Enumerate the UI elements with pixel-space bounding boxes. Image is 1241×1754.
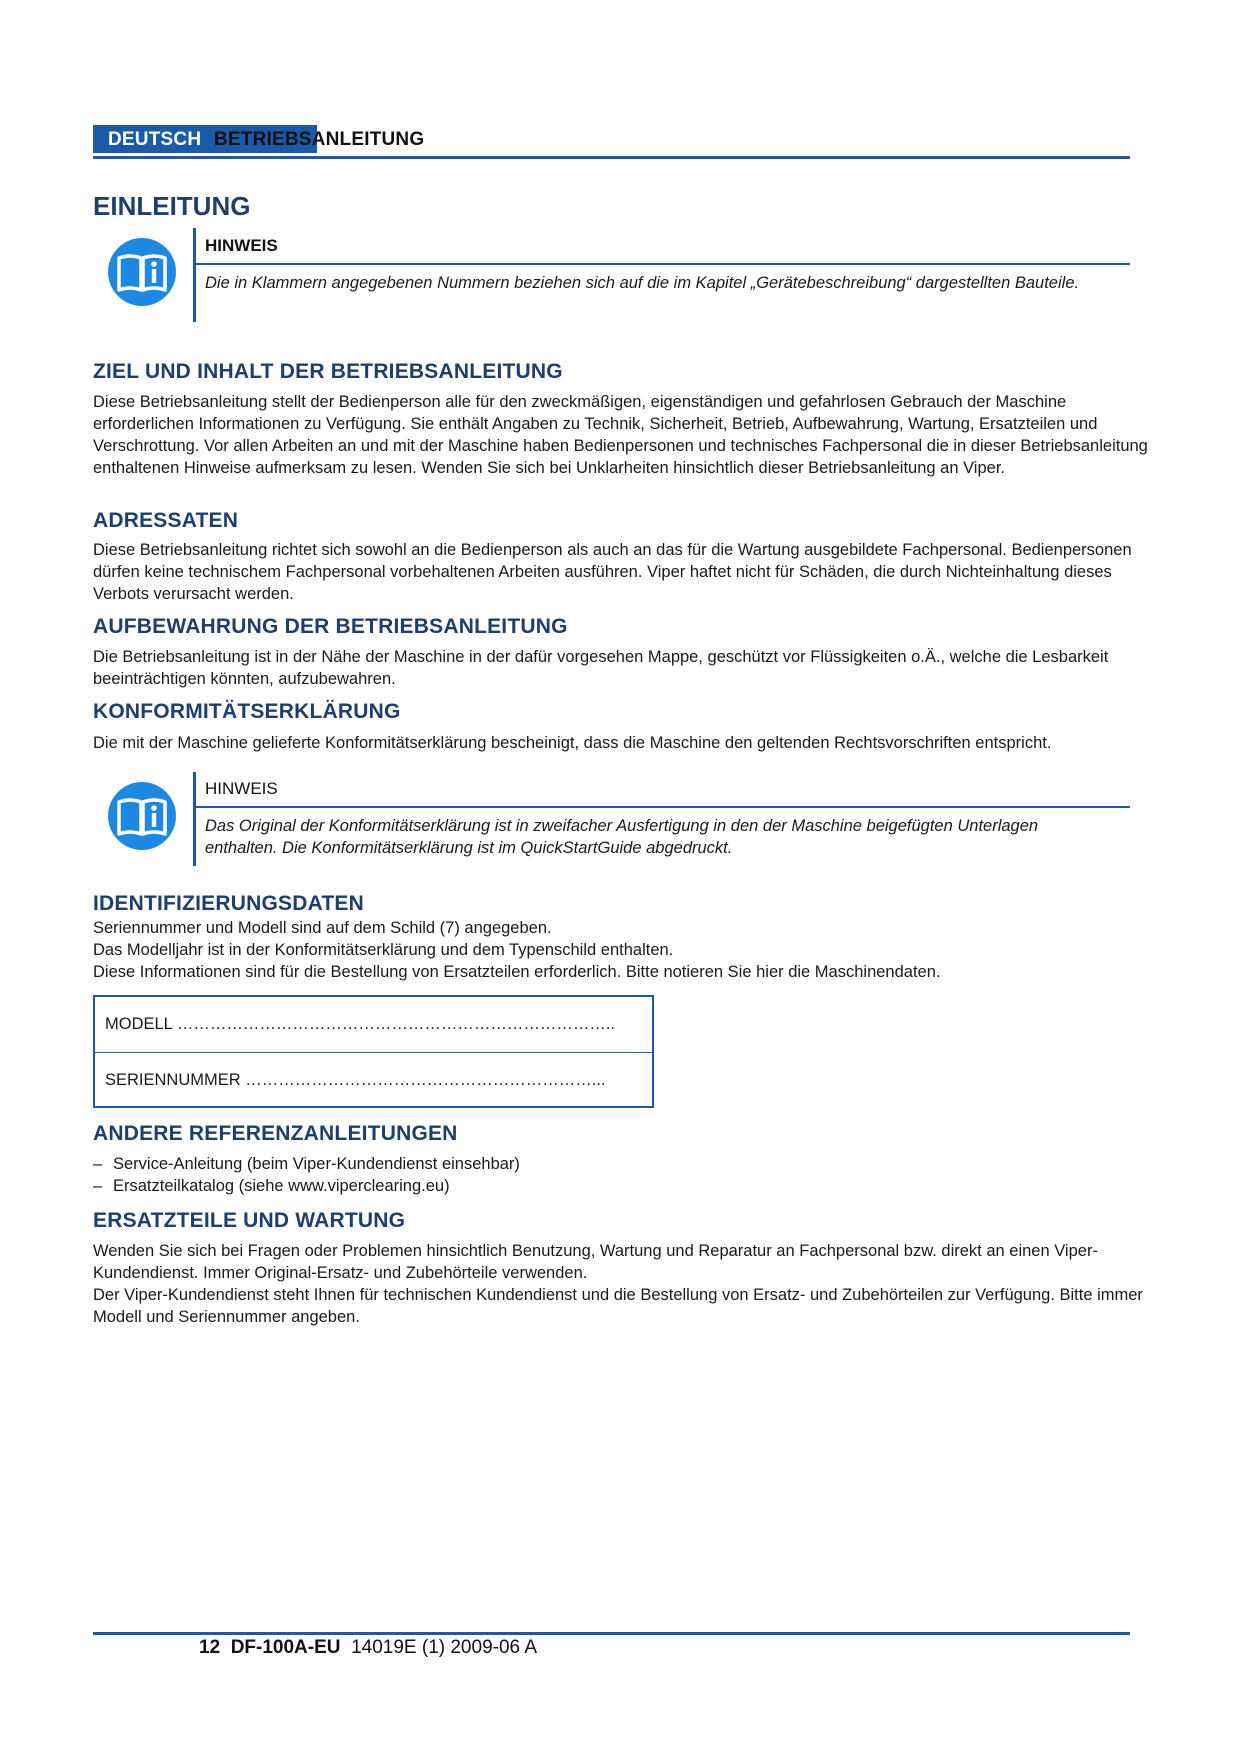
paragraph-line: Seriennummer und Modell sind auf dem Schild (7) angegeben. xyxy=(93,919,552,937)
paragraph: Die mit der Maschine gelieferte Konformitätserklärung bescheinigt, dass die Maschine den geltenden Rechtsvorschriften entspricht. xyxy=(93,734,1052,752)
paragraph-line: Diese Informationen sind für die Bestellung von Ersatzteilen erforderlich. Bitte notieren Sie hier die Maschinendaten. xyxy=(93,963,941,981)
paragraph: Diese Betriebsanleitung stellt der Bedienperson alle für den zweckmäßigen, eigenständigen und gefahrlosen Gebrauch der Maschine erforderlichen Informationen zu Verfügung. Sie enthält Angaben zu Technik, Sicherheit, Betrieb, Aufbewahrung, Wartung, Ersatzteilen und Verschrottung. Vor allen Arbeiten an und mit der Maschine haben Bedienpersonen und technisches Fachpersonal die in dieser Betriebsanleitung enthaltenen Hinweise aufmerksam zu lesen. Wenden Sie sich bei Unklarheiten hinsichtlich dieser Betriebsanleitung an Viper. xyxy=(93,393,1148,477)
section-text-aufbewahrung xyxy=(93,646,1153,690)
page-number: 12 xyxy=(199,1637,221,1658)
footer-model: DF-100A-EU xyxy=(230,1637,341,1658)
model-row xyxy=(95,997,652,1053)
notice-left-bar xyxy=(193,228,196,322)
info-book-icon xyxy=(106,236,178,308)
serial-label: SERIENNUMMER ………………………………………………………... xyxy=(105,1071,606,1089)
header-rule xyxy=(93,156,1130,159)
paragraph-line: Das Modelljahr ist in der Konformitätserklärung und dem Typenschild enthalten. xyxy=(93,941,674,959)
section-heading-ziel: ZIEL UND INHALT DER BETRIEBSANLEITUNG xyxy=(93,360,563,383)
list-item-text: Service-Anleitung (beim Viper-Kundendienst einsehbar) xyxy=(113,1155,520,1173)
info-book-icon xyxy=(106,780,178,852)
list-item xyxy=(93,1175,520,1197)
notice-text: Das Original der Konformitätserklärung ist in zweifacher Ausfertigung in den der Maschine beigefügten Unterlagen enthalten. Die Konformitätserklärung ist im QuickStartGuide abgedruckt. xyxy=(205,817,1039,857)
notice-rule xyxy=(193,263,1130,265)
notice-text: Die in Klammern angegebenen Nummern beziehen sich auf die im Kapitel „Gerätebeschreibung“ dargestellten Bauteile. xyxy=(205,274,1080,292)
section-text-ziel xyxy=(93,391,1153,479)
footer-doc-code: 14019E (1) 2009-06 A xyxy=(351,1637,537,1658)
section-heading-andere: ANDERE REFERENZANLEITUNGEN xyxy=(93,1122,458,1145)
serial-row xyxy=(95,1053,652,1108)
paragraph: Diese Betriebsanleitung richtet sich sowohl an die Bedienperson als auch an das für die Wartung ausgebildete Fachpersonal. Bedienpersonen dürfen keine technischem Fachpersonal vorbehaltenen Arbeiten ausführen. Viper haftet nicht für Schäden, die durch Nichteinhaltung dieses Verbots verursacht werden. xyxy=(93,541,1132,603)
header-language: DEUTSCH xyxy=(108,129,202,150)
page-title: EINLEITUNG xyxy=(93,191,251,221)
section-heading-ersatzteile: ERSATZTEILE UND WARTUNG xyxy=(93,1209,406,1232)
header-manual-title: BETRIEBSANLEITUNG xyxy=(214,129,425,150)
model-label: MODELL …………………………………………………………………….. xyxy=(105,1015,615,1033)
list-item xyxy=(93,1153,520,1175)
paragraph: Der Viper-Kundendienst steht Ihnen für technischen Kundendienst und die Bestellung von Ersatz- und Zubehörteilen zur Verfügung. Bitte immer Modell und Seriennummer angeben. xyxy=(93,1286,1143,1326)
reference-list xyxy=(93,1153,520,1197)
list-dash: – xyxy=(93,1177,103,1195)
section-text-adressaten xyxy=(93,539,1153,605)
section-text-ersatzteile xyxy=(93,1240,1153,1328)
section-heading-konformitaet: KONFORMITÄTSERKLÄRUNG xyxy=(93,700,401,723)
list-item-text: Ersatzteilkatalog (siehe www.viperclearing.eu) xyxy=(113,1177,450,1195)
section-text-identifizierung xyxy=(93,917,1153,983)
paragraph: Wenden Sie sich bei Fragen oder Problemen hinsichtlich Benutzung, Wartung und Reparatur an Fachpersonal bzw. direkt an einen Viper-Kundendienst. Immer Original-Ersatz- und Zubehörteile verwenden. xyxy=(93,1242,1098,1282)
notice-rule xyxy=(193,806,1130,808)
list-dash: – xyxy=(93,1155,103,1173)
machine-data-box xyxy=(93,995,654,1108)
notice-label: HINWEIS xyxy=(205,779,278,798)
notice-label: HINWEIS xyxy=(205,236,278,255)
section-heading-adressaten: ADRESSATEN xyxy=(93,509,239,532)
notice-left-bar xyxy=(193,772,196,866)
section-text-konformitaet xyxy=(93,732,1153,754)
footer xyxy=(199,1637,537,1659)
paragraph: Die Betriebsanleitung ist in der Nähe der Maschine in der dafür vorgesehen Mappe, geschützt vor Flüssigkeiten o.Ä., welche die Lesbarkeit beeinträchtigen könnten, aufzubewahren. xyxy=(93,648,1109,688)
section-heading-identifizierung: IDENTIFIZIERUNGSDATEN xyxy=(93,892,364,915)
section-heading-aufbewahrung: AUFBEWAHRUNG DER BETRIEBSANLEITUNG xyxy=(93,615,568,638)
footer-rule xyxy=(93,1632,1130,1635)
